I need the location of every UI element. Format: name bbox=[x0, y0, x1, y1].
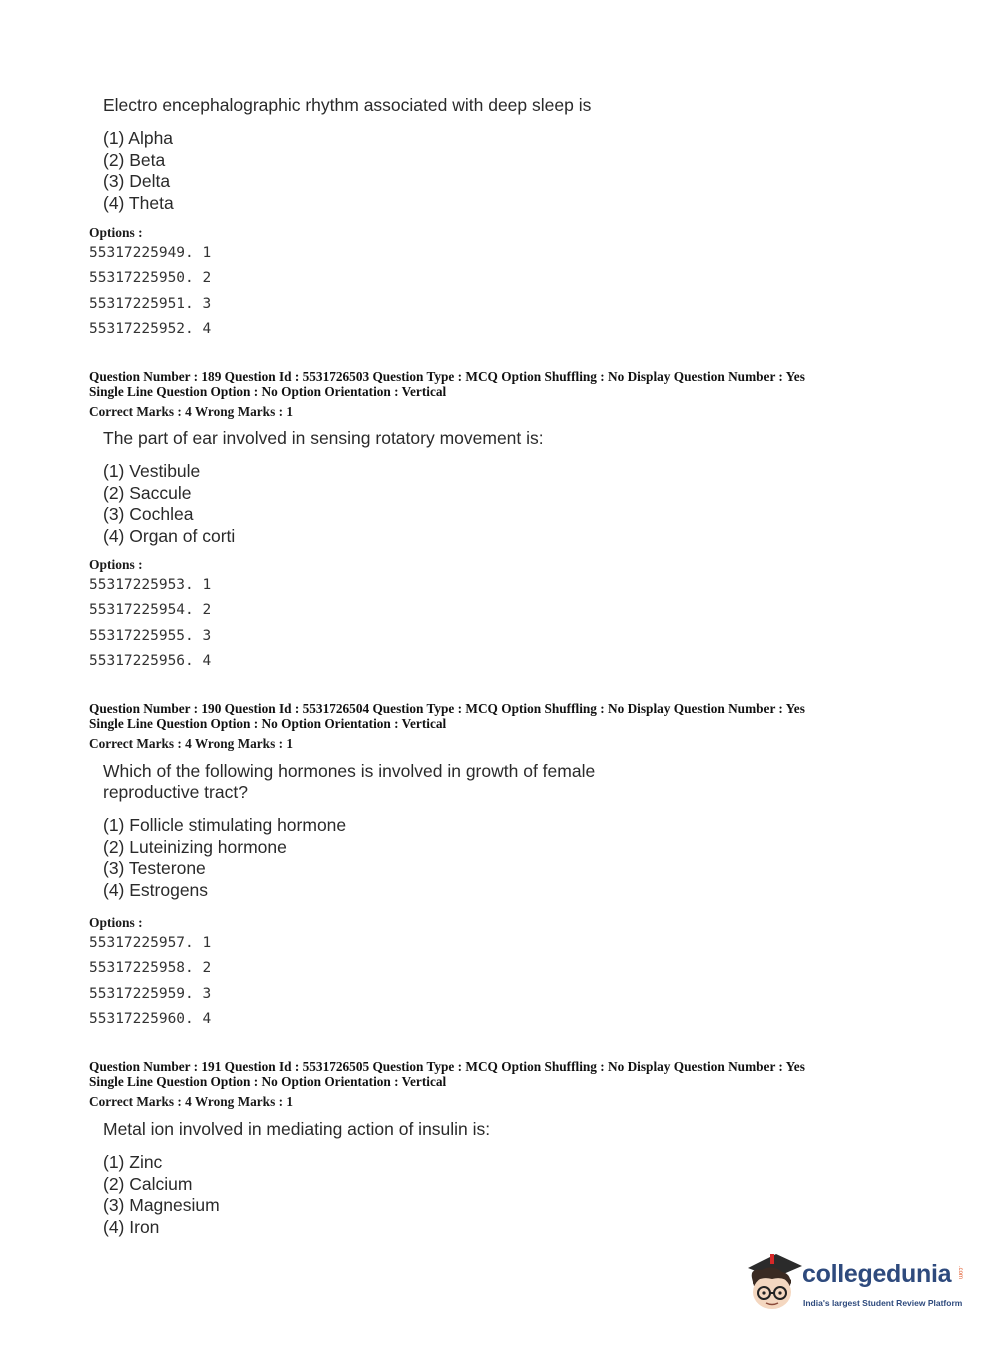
option-id: 55317225953. 1 bbox=[89, 577, 212, 593]
question-meta-line: Question Number : 189 Question Id : 5531726503 Question Type : MCQ Option Shuffling : No Display Question Number : Yes bbox=[89, 369, 805, 384]
option-id: 55317225957. 1 bbox=[89, 935, 212, 951]
answer-choice: (2) Beta bbox=[103, 149, 166, 170]
answer-choices bbox=[103, 461, 235, 547]
question-meta-line: Question Number : 190 Question Id : 5531726504 Question Type : MCQ Option Shuffling : No Display Question Number : Yes bbox=[89, 701, 805, 716]
answer-choice: (3) Delta bbox=[103, 171, 171, 191]
question-meta bbox=[89, 370, 909, 399]
logo-dotcom: .com bbox=[957, 1266, 963, 1280]
answer-choices bbox=[103, 128, 174, 214]
option-id: 55317225949. 1 bbox=[89, 245, 212, 261]
answer-choices bbox=[103, 815, 346, 901]
answer-choice: (2) Calcium bbox=[103, 1173, 193, 1194]
answer-choice: (4) Theta bbox=[103, 192, 174, 213]
answer-choice: (4) Iron bbox=[103, 1216, 160, 1237]
option-id: 55317225951. 3 bbox=[89, 295, 212, 312]
options-label: Options : bbox=[89, 225, 143, 240]
option-id: 55317225952. 4 bbox=[89, 320, 212, 337]
answer-choice: (3) Cochlea bbox=[103, 504, 194, 524]
option-id: 55317225959. 3 bbox=[89, 985, 212, 1002]
logo-wordmark: collegedunia bbox=[802, 1260, 952, 1288]
answer-choices bbox=[103, 1152, 220, 1238]
question-text: The part of ear involved in sensing rotatory movement is: bbox=[103, 428, 544, 448]
answer-choice: (4) Estrogens bbox=[103, 879, 209, 900]
answer-choice: (2) Saccule bbox=[103, 482, 192, 503]
answer-choice: (1) Vestibule bbox=[103, 461, 201, 481]
question-marks: Correct Marks : 4 Wrong Marks : 1 bbox=[89, 736, 293, 751]
question-meta-line: Single Line Question Option : No Option Orientation : Vertical bbox=[89, 1073, 447, 1089]
option-id: 55317225956. 4 bbox=[89, 652, 212, 669]
mascot-icon bbox=[742, 1248, 802, 1314]
option-id: 55317225950. 2 bbox=[89, 270, 212, 287]
collegedunia-logo bbox=[742, 1248, 972, 1318]
answer-choice: (1) Zinc bbox=[103, 1152, 163, 1172]
question-text: Metal ion involved in mediating action of insulin is: bbox=[103, 1119, 491, 1139]
question-text-line: Which of the following hormones is involved in growth of female bbox=[103, 761, 596, 781]
option-id-list bbox=[89, 241, 211, 342]
option-id: 55317225960. 4 bbox=[89, 1010, 212, 1027]
question-text-line: reproductive tract? bbox=[103, 782, 248, 802]
answer-choice: (1) Follicle stimulating hormone bbox=[103, 815, 347, 835]
options-label: Options : bbox=[89, 557, 143, 572]
answer-choice: (1) Alpha bbox=[103, 128, 174, 148]
question-text: Electro encephalographic rhythm associated with deep sleep is bbox=[103, 95, 592, 115]
question-meta-line: Single Line Question Option : No Option Orientation : Vertical bbox=[89, 715, 447, 731]
question-marks: Correct Marks : 4 Wrong Marks : 1 bbox=[89, 404, 293, 419]
answer-choice: (2) Luteinizing hormone bbox=[103, 836, 287, 857]
option-id-list bbox=[89, 931, 211, 1032]
question-marks: Correct Marks : 4 Wrong Marks : 1 bbox=[89, 1094, 293, 1109]
answer-choice: (3) Testerone bbox=[103, 858, 206, 878]
question-text bbox=[103, 761, 723, 803]
option-id: 55317225958. 2 bbox=[89, 960, 212, 977]
question-meta-line: Question Number : 191 Question Id : 5531726505 Question Type : MCQ Option Shuffling : No Display Question Number : Yes bbox=[89, 1059, 805, 1074]
option-id: 55317225955. 3 bbox=[89, 627, 212, 644]
question-meta bbox=[89, 1060, 909, 1089]
answer-choice: (4) Organ of corti bbox=[103, 525, 236, 546]
answer-choice: (3) Magnesium bbox=[103, 1195, 220, 1215]
logo-tagline: India's largest Student Review Platform bbox=[803, 1298, 963, 1308]
options-label: Options : bbox=[89, 915, 143, 930]
option-id: 55317225954. 2 bbox=[89, 602, 212, 619]
question-meta bbox=[89, 702, 909, 731]
question-meta-line: Single Line Question Option : No Option Orientation : Vertical bbox=[89, 383, 447, 399]
option-id-list bbox=[89, 573, 211, 674]
